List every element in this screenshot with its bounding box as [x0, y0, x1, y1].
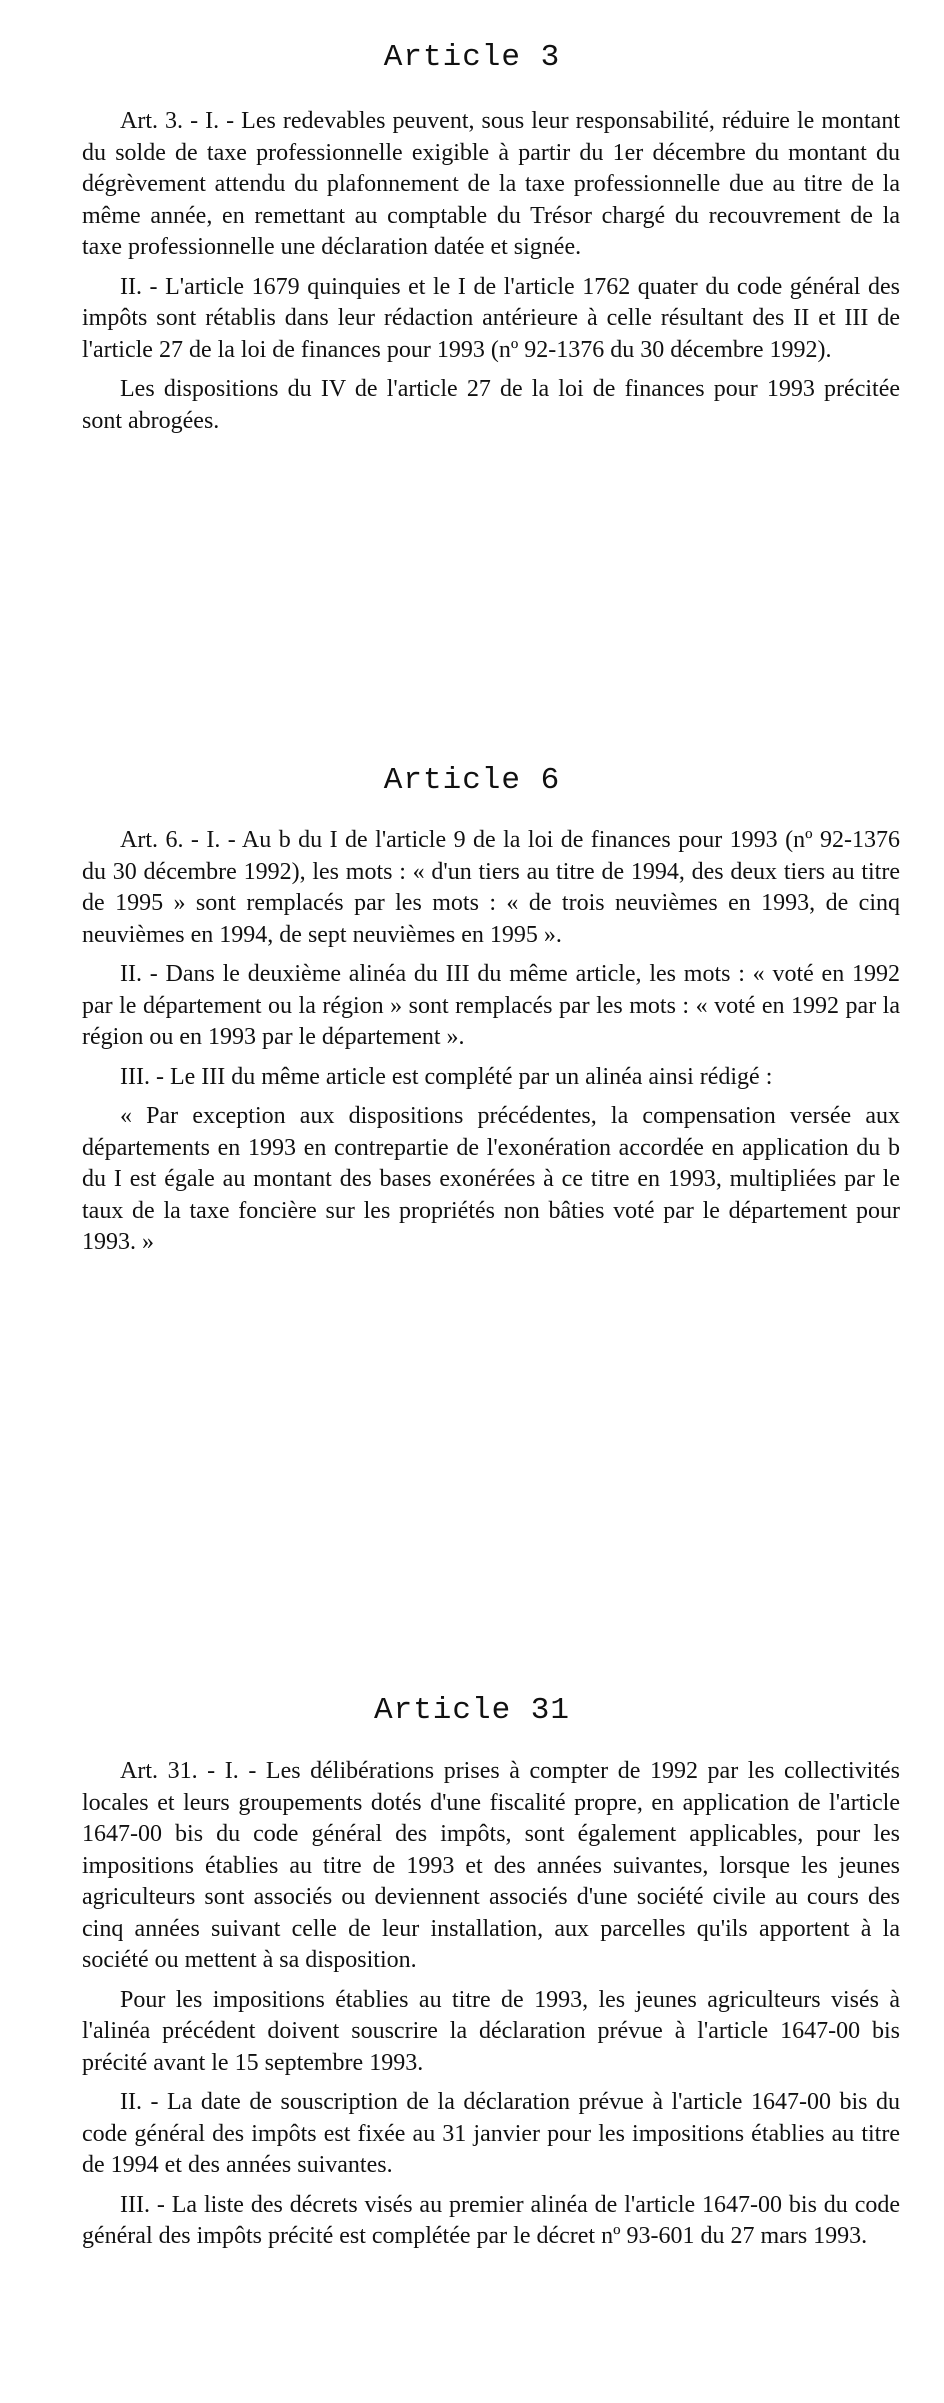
article-31-paragraph-3: II. - La date de souscription de la déclaration prévue à l'article 1647-00 bis du code général des impôts est fixée au 31 janvier pour les impositions établies au titre de 1994 et des années suivantes. — [82, 2089, 900, 2178]
article-3-body — [82, 106, 900, 445]
article-31-body — [82, 1756, 900, 2261]
article-3-paragraph-1: Art. 3. - I. - Les redevables peuvent, sous leur responsabilité, réduire le montant du solde de taxe professionnelle exigible à partir du 1er décembre du montant du dégrèvement attendu du plafonnement de la taxe professionnelle due au titre de la même année, en remettant au comptable du Trésor chargé du recouvrement de la taxe professionnelle une déclaration datée et signée. — [82, 108, 900, 260]
article-31-heading: Article 31 — [373, 1693, 571, 1728]
article-6-paragraph-4: « Par exception aux dispositions précédentes, la compensation versée aux départements en 1993 en contrepartie de l'exonération accordée en application du b du I est égale au montant des bases exonérées à ce titre en 1993, multipliées par le taux de la taxe foncière sur les propriétés non bâties voté par le département pour 1993. » — [82, 1103, 900, 1255]
article-6-heading: Article 6 — [383, 763, 561, 798]
article-6-body — [82, 825, 900, 1267]
article-31-paragraph-1: Art. 31. - I. - Les délibérations prises à compter de 1992 par les collectivités locales et leurs groupements dotés d'une fiscalité propre, en application de l'article 1647-00 bis du code général des impôts, sont également applicables, pour les impositions établies au titre de 1993 et des années suivantes, lorsque les jeunes agriculteurs sont associés ou deviennent associés d'une société civile au cours des cinq années suivant celle de leur installation, aux parcelles qu'ils apportent à la société ou mettent à sa disposition. — [82, 1758, 900, 1973]
article-6-paragraph-3: III. - Le III du même article est complété par un alinéa ainsi rédigé : — [120, 1063, 773, 1090]
article-6-paragraph-1: Art. 6. - I. - Au b du I de l'article 9 de la loi de finances pour 1993 (nº 92-1376 du 30 décembre 1992), les mots : « d'un tiers au titre de 1994, des deux tiers au titre de 1995 » sont remplacés par les mots : « de trois neuvièmes en 1993, de cinq neuvièmes en 1994, de sept neuvièmes en 1995 ». — [82, 827, 900, 948]
article-6-paragraph-2: II. - Dans le deuxième alinéa du III du même article, les mots : « voté en 1992 par le département ou la région » sont remplacés par les mots : « voté en 1992 par la région ou en 1993 par le département ». — [82, 961, 900, 1050]
article-31-paragraph-4: III. - La liste des décrets visés au premier alinéa de l'article 1647-00 bis du code général des impôts précité est complétée par le décret nº 93-601 du 27 mars 1993. — [82, 2191, 900, 2249]
article-3-paragraph-3: Les dispositions du IV de l'article 27 de la loi de finances pour 1993 précitée sont abrogées. — [82, 376, 900, 434]
article-3-heading: Article 3 — [383, 40, 561, 75]
article-3-paragraph-2: II. - L'article 1679 quinquies et le I de l'article 1762 quater du code général des impôts sont rétablis dans leur rédaction antérieure à celle résultant des II et III de l'article 27 de la loi de finances pour 1993 (nº 92-1376 du 30 décembre 1992). — [82, 273, 900, 363]
article-31-paragraph-2: Pour les impositions établies au titre de 1993, les jeunes agriculteurs visés à l'alinéa précédent doivent souscrire la déclaration prévue à l'article 1647-00 bis précité avant le 15 septembre 1993. — [82, 1986, 900, 2076]
